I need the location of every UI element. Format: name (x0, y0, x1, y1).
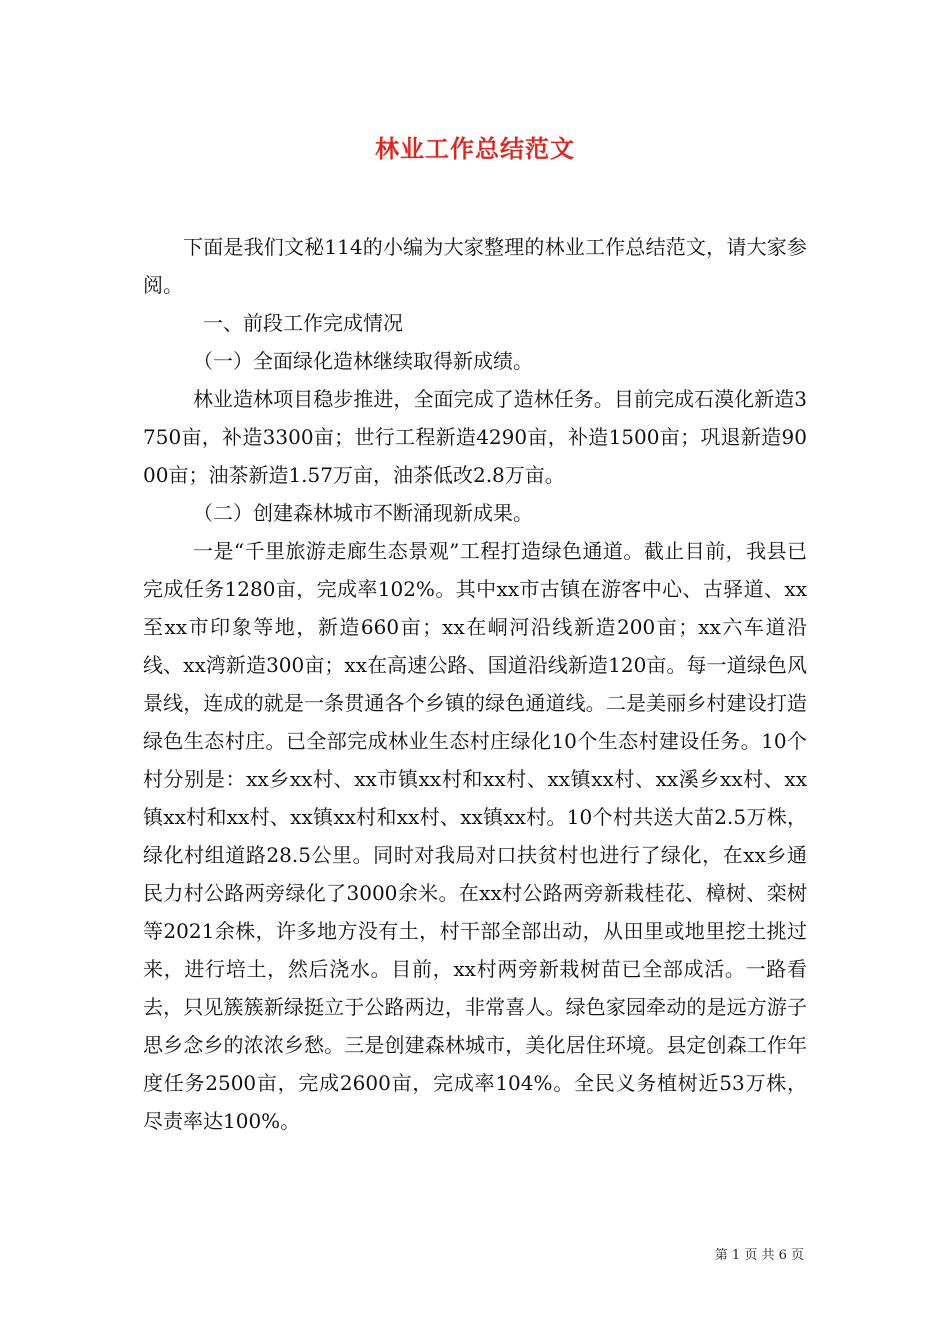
page-number-footer: 第 1 页 共 6 页 (714, 1248, 804, 1263)
intro-paragraph: 下面是我们文秘114的小编为大家整理的林业工作总结范文，请大家参阅。 (143, 235, 807, 297)
subsection-heading-2: （二）创建森林城市不断涌现新成果。 (193, 501, 533, 525)
afforestation-paragraph: 林业造林项目稳步推进，全面完成了造林任务。目前完成石漠化新造3750亩，补造3300亩；世行工程新造4290亩，补造1500亩；巩退新造9000亩；油茶新造1.57万亩，油茶低改2.8万亩。 (143, 387, 807, 487)
subsection-heading-1: （一）全面绿化造林继续取得新成绩。 (193, 349, 533, 373)
document-title: 林业工作总结范文 (375, 134, 575, 163)
section-heading-1: 一、前段工作完成情况 (203, 311, 403, 335)
forest-city-paragraph: 一是“千里旅游走廊生态景观”工程打造绿色通道。截止目前，我县已完成任务1280亩，完成率102%。其中xx市古镇在游客中心、古驿道、xx至xx市印象等地，新造660亩；xx在峒河沿线新造200亩；xx六车道沿线、xx湾新造300亩；xx在高速公路、国道沿线新造120亩。每一道绿色风景线，连成的就是一条贯通各个乡镇的绿色通道线。二是美丽乡村建设打造绿色生态村庄。已全部完成林业生态村庄绿化10个生态村建设任务。10个村分别是：xx乡xx村、xx市镇xx村和xx村、xx镇xx村、xx溪乡xx村、xx镇xx村和xx村、xx镇xx村和xx村、xx镇xx村。10个村共送大苗2.5万株，绿化村组道路28.5公里。同时对我局对口扶贫村也进行了绿化，在xx乡通民力村公路两旁绿化了3000余米。在xx村公路两旁新栽桂花、樟树、栾树等2021余株，许多地方没有土，村干部全部出动，从田里或地里挖土挑过来，进行培土，然后浇水。目前，xx村两旁新栽树苗已全部成活。一路看去，只见簇簇新绿挺立于公路两边，非常喜人。绿色家园牵动的是远方游子思乡念乡的浓浓乡愁。三是创建森林城市，美化居住环境。县定创森工作年度任务2500亩，完成2600亩，完成率104%。全民义务植树近53万株，尽责率达100%。 (143, 539, 807, 1133)
document-body (143, 228, 807, 1140)
